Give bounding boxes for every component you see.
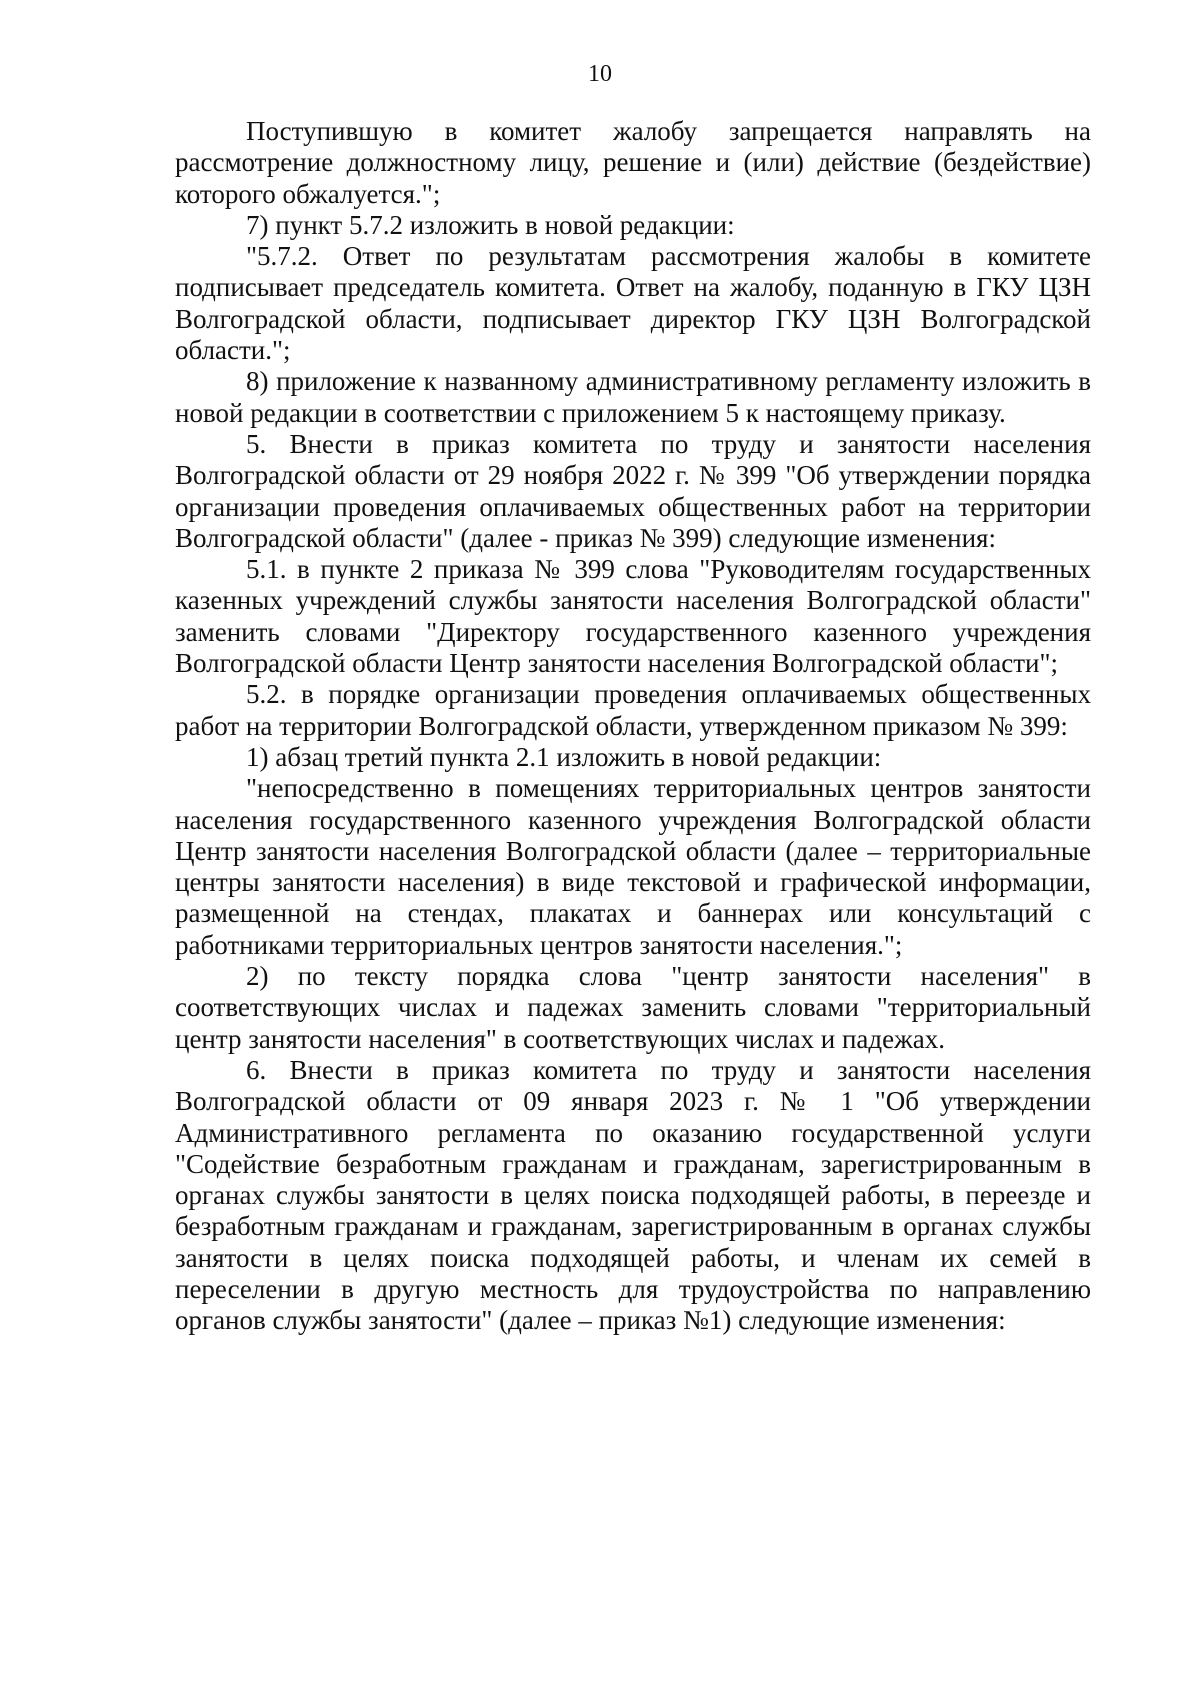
paragraph-section-5-1: 5.1. в пункте 2 приказа № 399 слова "Руководителям государственных казенных учреждений службы занятости населения Волгоградской области" заменить словами "Директору государственного казенного учреждения Волгоградской области Центр занятости населения Волгоградской области"; [175,554,1091,679]
paragraph-complaint-prohibition: Поступившую в комитет жалобу запрещается направлять на рассмотрение должностному лицу, решение и (или) действие (бездействие) которого обжалуется."; [175,116,1091,209]
paragraph-subitem-2: 2) по тексту порядка слова "центр занятости населения" в соответствующих числах и падежах заменить словами "территориальный центр занятости населения" в соответствующих числах и падежах. [175,961,1091,1054]
paragraph-quoted-text: "непосредственно в помещениях территориальных центров занятости населения государственного казенного учреждения Волгоградской области Центр занятости населения Волгоградской области (далее – территориальные центры занятости населения) в виде текстовой и графической информации, размещенной на стендах, плакатах и баннерах или консультаций с работниками территориальных центров занятости населения."; [175,773,1091,960]
paragraph-item-8: 8) приложение к названному административному регламенту изложить в новой редакции в соответствии с приложением 5 к настоящему приказу. [175,366,1091,428]
paragraph-clause-5-7-2: "5.7.2. Ответ по результатам рассмотрения жалобы в комитете подписывает председатель комитета. Ответ на жалобу, поданную в ГКУ ЦЗН Волгоградской области, подписывает директор ГКУ ЦЗН Волгоградской области."; [175,241,1091,366]
paragraph-subitem-1: 1) абзац третий пункта 2.1 изложить в новой редакции: [246,741,882,772]
paragraph-item-7: 7) пункт 5.7.2 изложить в новой редакции: [246,209,735,240]
paragraph-section-6: 6. Внести в приказ комитета по труду и занятости населения Волгоградской области от 09 января 2023 г. № 1 "Об утверждении Административного регламента по оказанию государственной услуги "Содействие безработным гражданам и гражданам, зарегистрированным в органах службы занятости в целях поиска подходящей работы, в переезде и безработным гражданам и гражданам, зарегистрированным в органах службы занятости в целях поиска подходящей работы, и членам их семей в переселении в другую местность для трудоустройства по направлению органов службы занятости" (далее – приказ №1) следующие изменения: [175,1054,1091,1336]
paragraph-section-5-2: 5.2. в порядке организации проведения оплачиваемых общественных работ на территории Волгоградской области, утвержденном приказом № 399: [175,679,1091,741]
page-number: 10 [588,61,612,87]
paragraph-section-5: 5. Внести в приказ комитета по труду и занятости населения Волгоградской области от 29 ноября 2022 г. № 399 "Об утверждении порядка организации проведения оплачиваемых общественных работ на территории Волгоградской области" (далее - приказ № 399) следующие изменения: [175,428,1091,553]
document-body [175,116,1091,1337]
